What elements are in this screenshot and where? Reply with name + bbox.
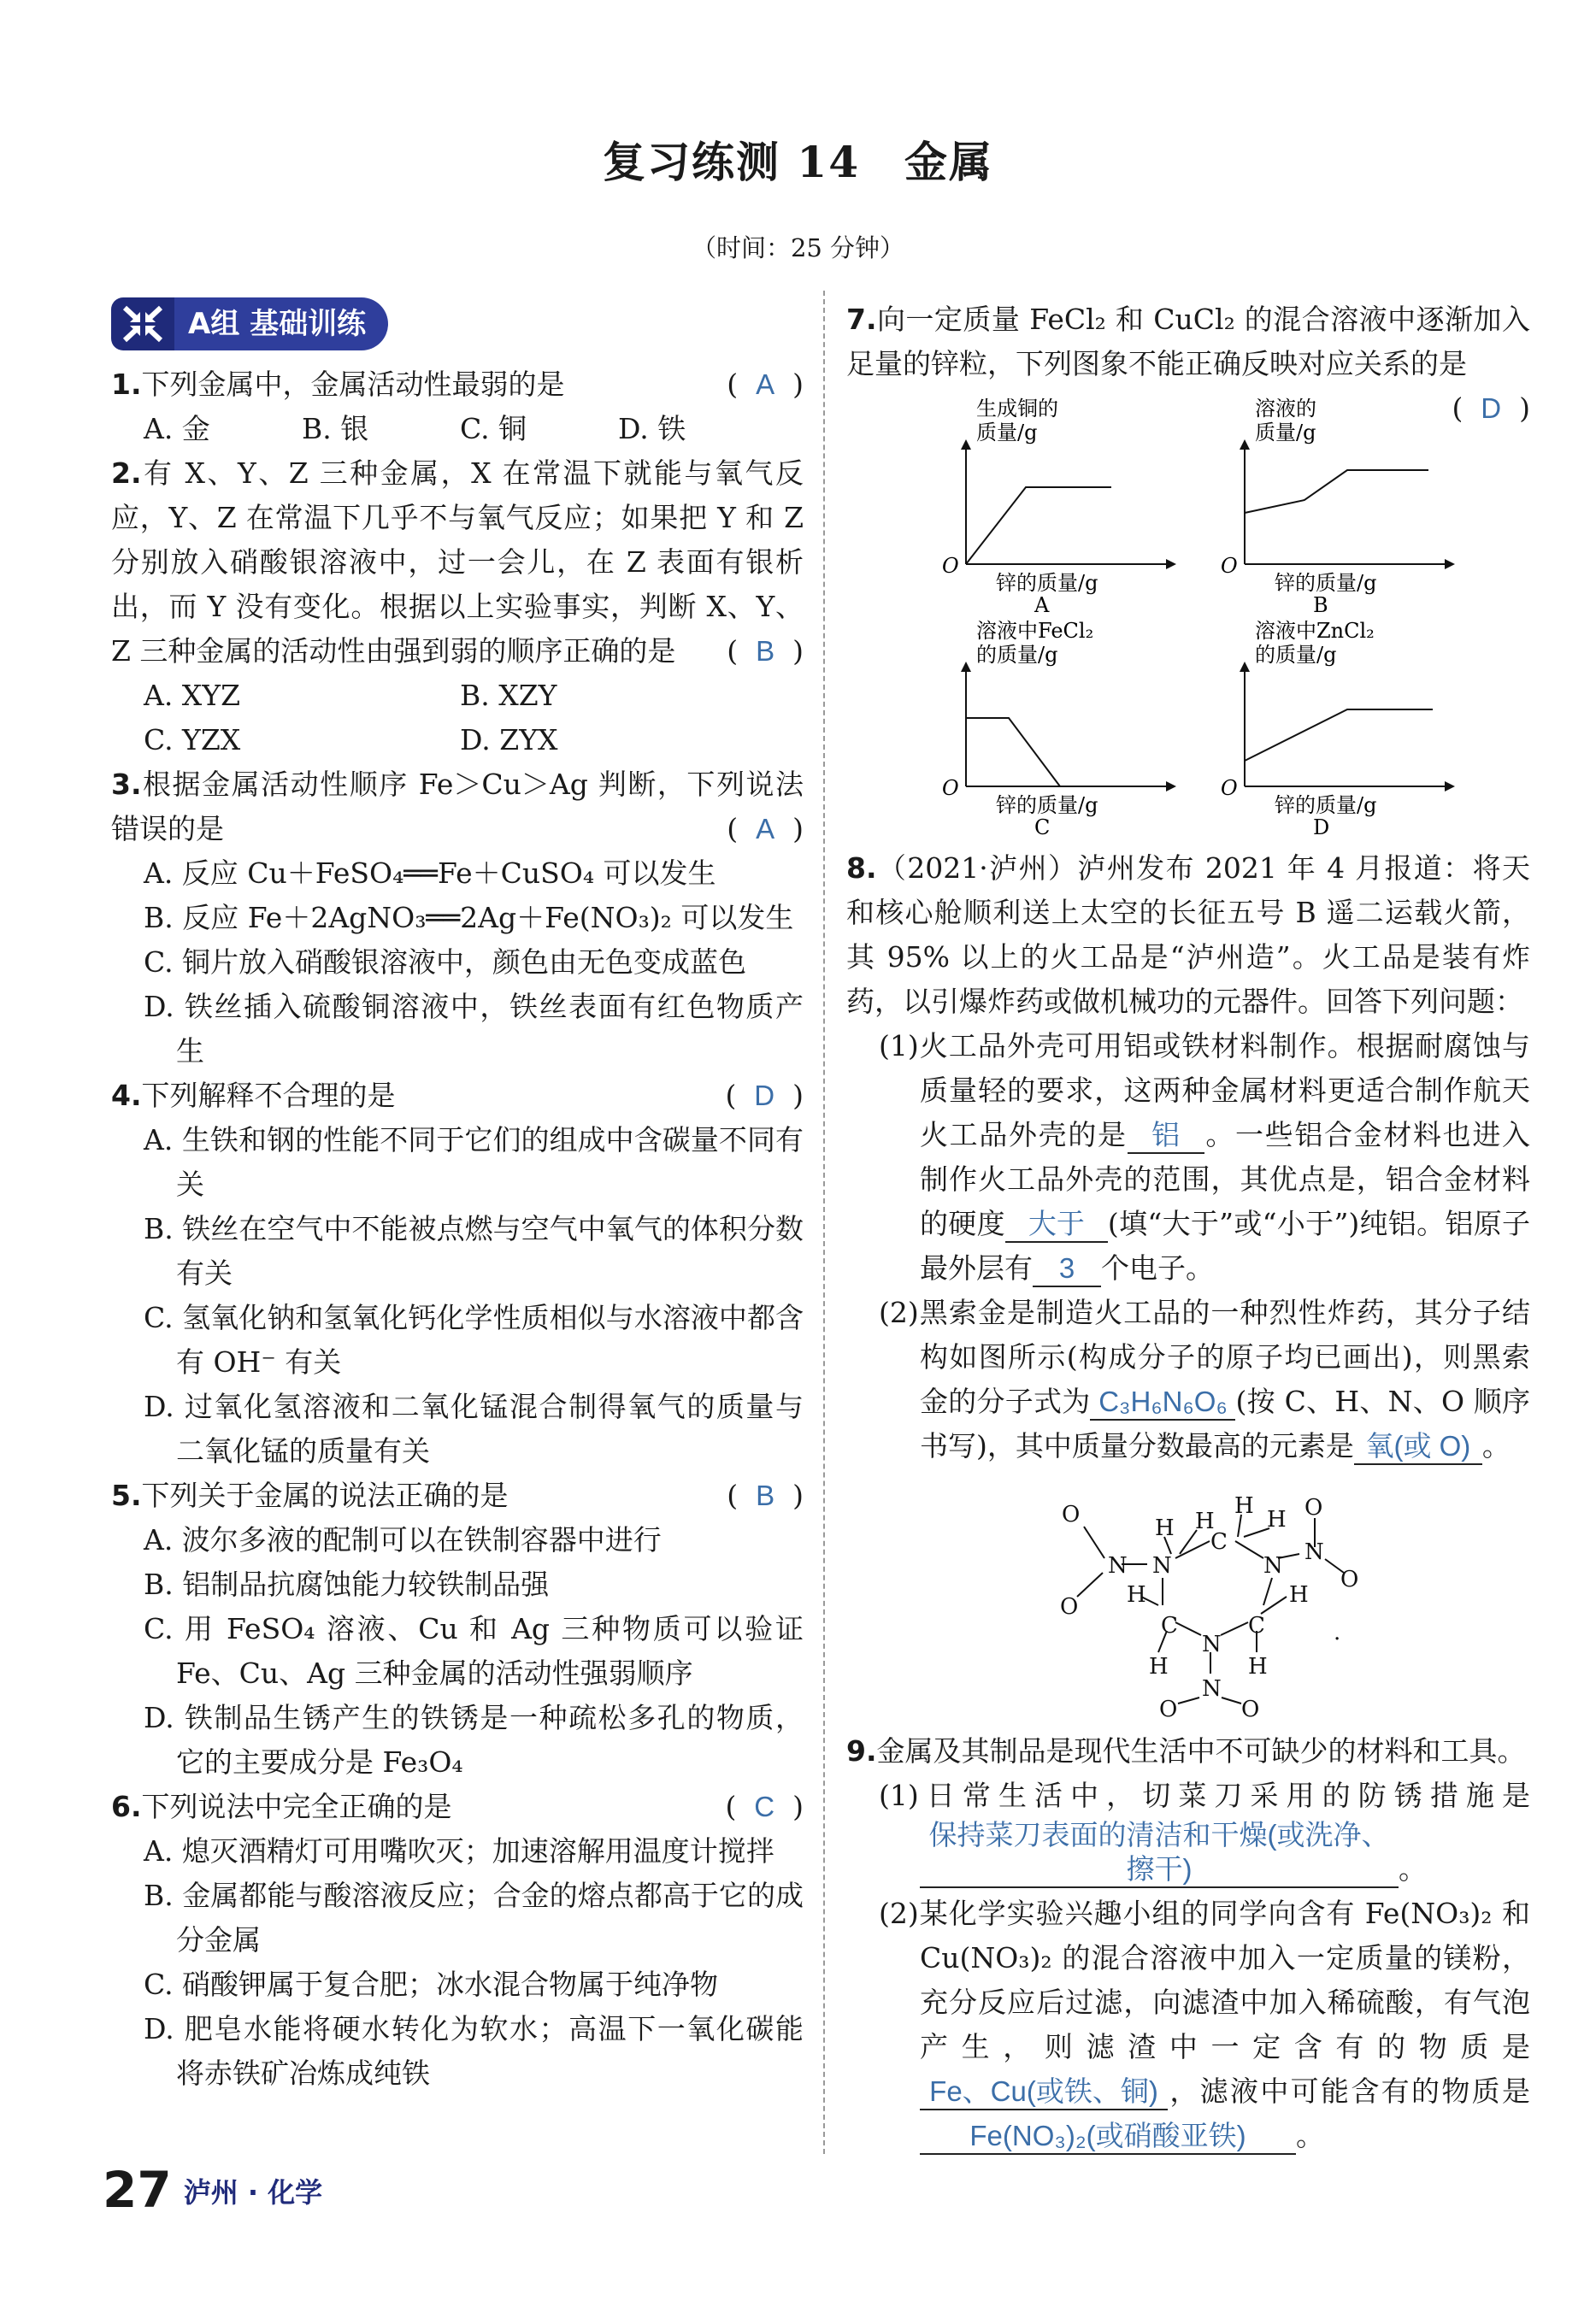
graph-b bbox=[1219, 393, 1493, 615]
q9-part-2: (2)某化学实验兴趣小组的同学向含有 Fe(NO₃)₂ 和 Cu(NO₃)₂ 的混合溶液中加入一定质量的镁粉，充分反应后过滤，向滤渣中加入稀硫酸，有气泡产生，则滤渣中一定含有的物质是Fe、Cu(或铁、铜) ，滤液中可能含有的物质是Fe(NO₃)₂(或硝酸亚铁) 。 bbox=[846, 1892, 1530, 2158]
svg-text:C: C bbox=[1248, 1613, 1265, 1639]
svg-text:质量/g: 质量/g bbox=[1255, 421, 1316, 444]
question-6: ( C ) 6.下列说法中完全正确的是 A. 熄灭酒精灯可用嘴吹灭；加速溶解用温度计搅拌 B. 金属都能与酸溶液反应；合金的熔点都高于它的成分金属 C. 硝酸钾属于复合肥；冰水混合物属于纯净物 D. 肥皂水能将硬水转化为软水；高温下一氧化碳能将赤铁矿冶炼成纯铁 bbox=[111, 1790, 804, 2090]
svg-text:O: O bbox=[1340, 1567, 1359, 1592]
svg-text:锌的质量/g: 锌的质量/g bbox=[996, 571, 1098, 595]
answer-bracket: ( A ) bbox=[727, 368, 804, 401]
q9-part-1: (1)日常生活中，切菜刀采用的防锈措施是保持菜刀表面的清洁和干燥(或洗净、擦干) 。 bbox=[846, 1774, 1530, 1892]
question-2: 2.有 X、Y、Z 三种金属，X 在常温下就能与氧气反应，Y、Z 在常温下几乎不与氧气反应；如果把 Y 和 Z 分别放入硝酸银溶液中，过一会儿，在 Z 表面有银析出，而 Y 没有变化。根据以上实验事实，判断 X、Y、Z 三种金属的活动性由强到弱的顺序正确的是 ( B ) A. XYZ B. XZY C. YZX D. ZYX bbox=[111, 451, 804, 762]
options: A. 金 B. 银 C. 铜 D. 铁 bbox=[144, 412, 686, 445]
graph-c bbox=[940, 615, 1214, 838]
svg-text:溶液中ZnCl₂: 溶液中ZnCl₂ bbox=[1255, 619, 1375, 643]
compress-arrows-icon bbox=[111, 297, 174, 350]
question-4: ( D ) 4.下列解释不合理的是 A. 生铁和钢的性能不同于它们的组成中含碳量不同有关 B. 铁丝在空气中不能被点燃与空气中氧气的体积分数有关 C. 氢氧化钠和氢氧化钙化学性质相似与水溶液中都含有 OH⁻ 有关 D. 过氧化氢溶液和二氧化锰混合制得氧气的质量与二氧化锰的质量有关 bbox=[111, 1079, 804, 1468]
graph-b-line bbox=[1245, 470, 1428, 513]
graph-a-line bbox=[966, 487, 1111, 564]
svg-text:D: D bbox=[1313, 815, 1330, 839]
svg-text:锌的质量/g: 锌的质量/g bbox=[1275, 793, 1377, 817]
svg-text:O: O bbox=[942, 776, 959, 800]
svg-text:生成铜的: 生成铜的 bbox=[976, 397, 1058, 421]
svg-text:H: H bbox=[1155, 1515, 1175, 1541]
graph-a bbox=[940, 393, 1214, 615]
svg-text:质量/g: 质量/g bbox=[976, 421, 1038, 444]
svg-text:H: H bbox=[1267, 1507, 1287, 1533]
svg-text:O: O bbox=[1241, 1697, 1260, 1722]
svg-text:锌的质量/g: 锌的质量/g bbox=[996, 793, 1098, 817]
question-3: 3.根据金属活动性顺序 Fe＞Cu＞Ag 判断，下列说法错误的是 ( A ) A. 反应 Cu＋FeSO₄══Fe＋CuSO₄ 可以发生 B. 反应 Fe＋2AgNO₃══2Ag＋Fe(NO₃)₂ 可以发生 C. 铜片放入硝酸银溶液中，颜色由无色变成蓝色 D. 铁丝插入硫酸铜溶液中，铁丝表面有红色物质产生 bbox=[111, 768, 804, 1068]
question-5: ( B ) 5.下列关于金属的说法正确的是 A. 波尔多液的配制可以在铁制容器中进行 B. 铝制品抗腐蚀能力较铁制品强 C. 用 FeSO₄ 溶液、Cu 和 Ag 三种物质可以验证 Fe、Cu、Ag 三种金属的活动性强弱顺序 D. 铁制品生锈产生的铁锈是一种疏松多孔的物质，它的主要成分是 Fe₃O₄ bbox=[111, 1479, 804, 1779]
svg-text:A: A bbox=[1034, 593, 1050, 617]
svg-text:H: H bbox=[1248, 1654, 1268, 1680]
options: C. YZX D. ZYX bbox=[144, 723, 558, 756]
svg-text:H: H bbox=[1234, 1493, 1254, 1519]
svg-text:O: O bbox=[942, 554, 959, 578]
svg-text:N: N bbox=[1263, 1553, 1283, 1579]
svg-text:O: O bbox=[1221, 776, 1238, 800]
svg-text:C: C bbox=[1161, 1613, 1178, 1639]
svg-text:.: . bbox=[1334, 1620, 1341, 1645]
svg-text:N: N bbox=[1202, 1632, 1222, 1657]
question-9: 9.金属及其制品是现代生活中不可缺少的材料和工具。 (1)日常生活中，切菜刀采用的防锈措施是保持菜刀表面的清洁和干燥(或洗净、擦干) 。 (2)某化学实验兴趣小组的同学向含有 Fe(NO₃)₂ 和 Cu(NO₃)₂ 的混合溶液中加入一定质量的镁粉，充分反应后过滤，向滤渣中加入稀硫酸，有气泡产生，则滤渣中一定含有的物质是Fe、Cu(或铁、铜) ，滤液中可能含有的物质是Fe(NO₃)₂(或硝酸亚铁) 。 bbox=[846, 1729, 1530, 2158]
left-column bbox=[111, 297, 804, 2096]
svg-text:的质量/g: 的质量/g bbox=[976, 643, 1058, 667]
options: A. XYZ B. XZY bbox=[144, 679, 557, 712]
svg-text:O: O bbox=[1221, 554, 1238, 578]
graph-grid bbox=[940, 393, 1452, 838]
question-8: 8.（2021·泸州）泸州发布 2021 年 4 月报道：将天和核心舱顺利送上太空的长征五号 B 遥二运载火箭，其 95% 以上的火工品是“泸州造”。火工品是装有炸药，以引爆炸药或做机械功的元器件。回答下列问题： (1)火工品外壳可用铝或铁材料制作。根据耐腐蚀与质量轻的要求，这两种金属材料更适合制作航天火工品外壳的是 铝 。一些铝合金材料也进入制作火工品外壳的范围，其优点是，铝合金材料的硬度 大于 (填“大于”或“小于”)纯铝。铝原子最外层有 3 个电子。 (2)黑索金是制造火工品的一种烈性炸药，其分子结构如图所示(构成分子的原子均已画出)，则黑索金的分子式为 C₃H₆N₆O₆ (按 C、H、N、O 顺序书写)，其中质量分数最高的元素是 氧(或 O) 。 O N O N H H C H H N N O O H H C C N H H N O O . bbox=[846, 846, 1530, 1729]
page-number: 27 bbox=[103, 2161, 172, 2219]
svg-text:O: O bbox=[1060, 1594, 1079, 1620]
svg-text:O: O bbox=[1304, 1495, 1323, 1521]
svg-text:B: B bbox=[1313, 593, 1328, 617]
q8-part-2: (2)黑索金是制造火工品的一种烈性炸药，其分子结构如图所示(构成分子的原子均已画出)，则黑索金的分子式为 C₃H₆N₆O₆ (按 C、H、N、O 顺序书写)，其中质量分数最高的元素是 氧(或 O) 。 bbox=[846, 1291, 1530, 1468]
rdx-molecule-diagram bbox=[1043, 1477, 1530, 1729]
svg-text:N: N bbox=[1304, 1539, 1324, 1565]
svg-text:溶液的: 溶液的 bbox=[1255, 397, 1316, 421]
svg-text:H: H bbox=[1149, 1654, 1169, 1680]
q8-part-1: (1)火工品外壳可用铝或铁材料制作。根据耐腐蚀与质量轻的要求，这两种金属材料更适合制作航天火工品外壳的是 铝 。一些铝合金材料也进入制作火工品外壳的范围，其优点是，铝合金材料的硬度 大于 (填“大于”或“小于”)纯铝。铝原子最外层有 3 个电子。 bbox=[846, 1024, 1530, 1291]
column-divider bbox=[823, 291, 825, 2154]
svg-text:C: C bbox=[1210, 1529, 1228, 1555]
svg-text:O: O bbox=[1159, 1697, 1178, 1722]
svg-text:H: H bbox=[1127, 1582, 1146, 1608]
graph-d bbox=[1219, 615, 1493, 838]
time-note: （时间：25 分钟） bbox=[691, 233, 905, 262]
svg-text:H: H bbox=[1195, 1509, 1215, 1534]
graph-c-line bbox=[966, 718, 1060, 786]
question-1: ( A ) 1.下列金属中，金属活动性最弱的是 A. 金 B. 银 C. 铜 D. 铁 bbox=[111, 362, 804, 451]
molecule-atoms bbox=[1060, 1493, 1358, 1722]
svg-text:的质量/g: 的质量/g bbox=[1255, 643, 1337, 667]
svg-text:H: H bbox=[1289, 1582, 1309, 1608]
right-column bbox=[846, 297, 1530, 2158]
footer-subtitle: 泸州 · 化学 bbox=[183, 2176, 323, 2209]
svg-text:锌的质量/g: 锌的质量/g bbox=[1275, 571, 1377, 595]
section-banner bbox=[111, 297, 804, 350]
svg-text:C: C bbox=[1034, 815, 1051, 839]
svg-text:溶液中FeCl₂: 溶液中FeCl₂ bbox=[976, 619, 1094, 643]
page-title: 复习练测 14 金属 bbox=[603, 137, 993, 187]
svg-text:O: O bbox=[1062, 1502, 1081, 1527]
question-7: 7.向一定质量 FeCl₂ 和 CuCl₂ 的混合溶液中逐渐加入足量的锌粒，下列图象不能正确反映对应关系的是 ( D ) 生成铜的 质量/g O 锌的质量/g A 溶液的 质量/g O 锌的质量/g B 溶液中FeCl₂ 的质量/g O 锌的质量/g C 溶液中ZnCl₂ 的质量/g O 锌的质量/g D bbox=[846, 303, 1530, 839]
svg-text:N: N bbox=[1202, 1676, 1222, 1702]
page-footer bbox=[103, 2161, 322, 2219]
svg-text:N: N bbox=[1108, 1553, 1128, 1579]
section-label: A组 基础训练 bbox=[174, 297, 388, 350]
graph-d-line bbox=[1245, 709, 1433, 761]
svg-text:N: N bbox=[1152, 1553, 1172, 1579]
